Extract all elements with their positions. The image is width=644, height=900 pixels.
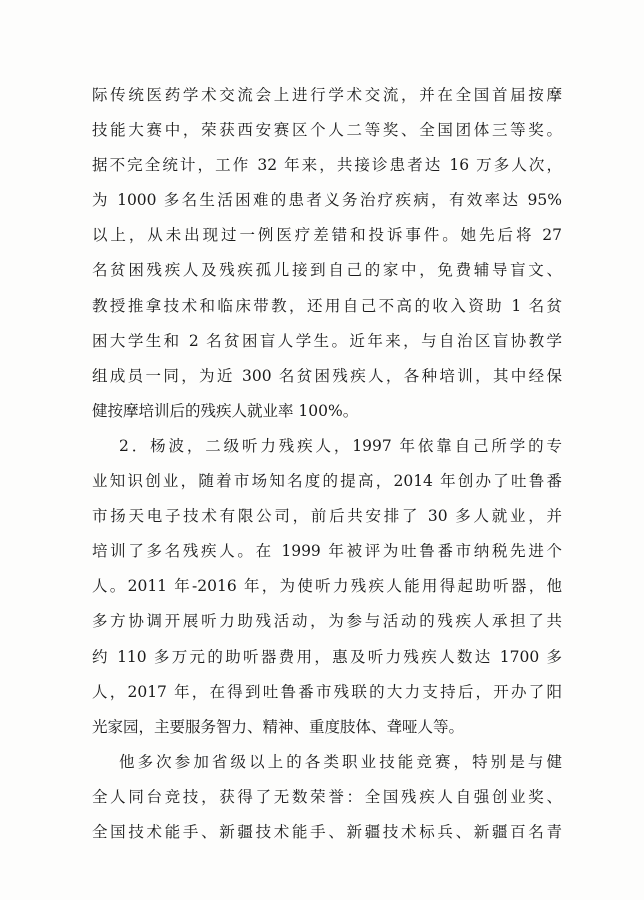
- text-line: 组成员一同，为近 300 名贫困残疾人，各种培训，其中经保: [92, 366, 562, 385]
- document-body: [92, 78, 562, 850]
- text-line: 业知识创业，随着市场知名度的提高，2014 年创办了吐鲁番: [92, 472, 562, 491]
- text-line: 据不完全统计，工作 32 年来，共接诊患者达 16 万多人次，: [92, 156, 562, 175]
- paragraph-1: [92, 78, 562, 429]
- text-line: 市扬天电子技术有限公司，前后共安排了 30 多人就业，并: [92, 507, 562, 526]
- text-line: 以上，从未出现过一例医疗差错和投诉事件。她先后将 27: [92, 226, 562, 245]
- paragraph-3: [92, 745, 562, 850]
- text-line: 全国技术能手、新疆技术能手、新疆技术标兵、新疆百名青: [92, 822, 562, 841]
- text-line: 健按摩培训后的残疾人就业率 100%。: [92, 401, 359, 420]
- paragraph-2: [92, 429, 562, 745]
- text-line: 全人同台竞技，获得了无数荣誉：全国残疾人自强创业奖、: [92, 787, 562, 806]
- text-line: 困大学生和 2 名贫困盲人学生。近年来，与自治区盲协教学: [92, 331, 562, 350]
- text-line: 约 110 多万元的助听器费用，惠及听力残疾人数达 1700 多: [92, 647, 562, 666]
- text-line: 为 1000 多名生活困难的患者义务治疗疾病，有效率达 95%: [92, 191, 562, 210]
- text-line: 名贫困残疾人及残疾孤儿接到自己的家中，免费辅导盲文、: [92, 261, 562, 280]
- text-line: 培训了多名残疾人。在 1999 年被评为吐鲁番市纳税先进个: [92, 542, 562, 561]
- text-line: 际传统医药学术交流会上进行学术交流，并在全国首届按摩: [92, 86, 562, 104]
- text-line: 多方协调开展听力助残活动，为参与活动的残疾人承担了共: [92, 612, 562, 631]
- text-line: 2．杨波，二级听力残疾人，1997 年依靠自己所学的专: [119, 436, 562, 455]
- text-line: 教授推拿技术和临床带教，还用自己不高的收入资助 1 名贫: [92, 296, 562, 315]
- text-line: 人。2011 年-2016 年，为使听力残疾人能用得起助听器，他: [92, 577, 562, 596]
- text-line: 技能大赛中，荣获西安赛区个人二等奖、全国团体三等奖。: [92, 121, 562, 140]
- text-line: 他多次参加省级以上的各类职业技能竞赛，特别是与健: [119, 752, 562, 771]
- text-line: 人，2017 年，在得到吐鲁番市残联的大力支持后，开办了阳: [92, 682, 562, 701]
- text-line: 光家园，主要服务智力、精神、重度肢体、聋哑人等。: [92, 717, 465, 736]
